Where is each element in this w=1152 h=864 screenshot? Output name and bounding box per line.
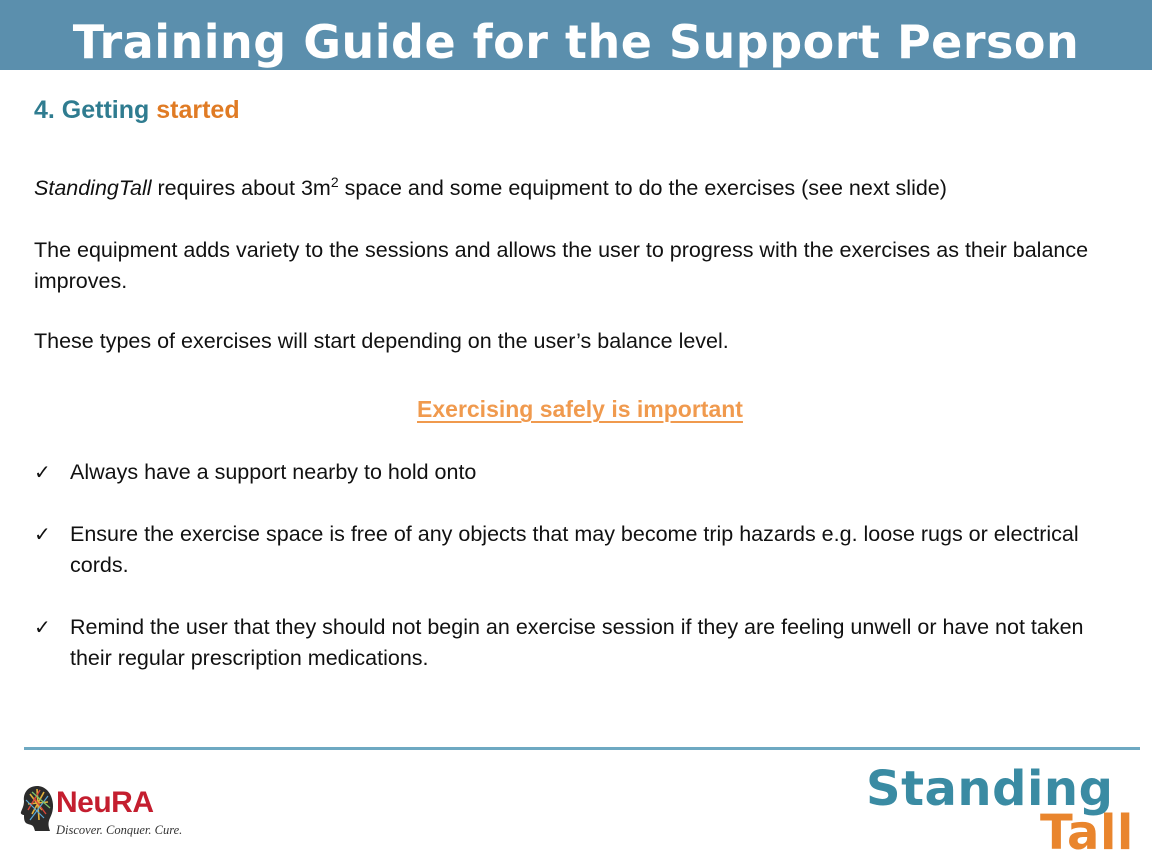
safety-heading-text: Exercising safely is important bbox=[417, 396, 743, 422]
section-heading-highlight: started bbox=[156, 96, 240, 124]
checklist-item bbox=[34, 519, 1124, 581]
standing-tall-logo bbox=[860, 760, 1145, 860]
paragraph-equipment: The equipment adds variety to the sessions and allows the user to progress with the exercises as their balance improves. bbox=[34, 238, 1089, 293]
neura-logo bbox=[20, 780, 220, 844]
slide-title: Training Guide for the Support Person bbox=[72, 15, 1080, 69]
neura-name: NeuRA bbox=[56, 786, 154, 819]
checklist-item-text: Ensure the exercise space is free of any objects that may become trip hazards e.g. loose rugs or electrical cords. bbox=[70, 522, 1079, 577]
check-mark-icon: ✓ bbox=[34, 522, 51, 546]
neura-head-icon bbox=[20, 784, 54, 832]
superscript: 2 bbox=[330, 174, 339, 190]
section-heading-prefix: 4. Getting bbox=[34, 96, 157, 124]
checklist-item-text: Remind the user that they should not begin an exercise session if they are feeling unwell or have not taken their regular prescription medications. bbox=[70, 615, 1084, 670]
check-mark-icon: ✓ bbox=[34, 460, 51, 484]
checklist-item bbox=[34, 457, 1124, 488]
paragraph-text: space and some equipment to do the exercises (see next slide) bbox=[338, 176, 947, 200]
program-name: StandingTall bbox=[34, 176, 152, 200]
paragraph-text: requires about 3m bbox=[151, 176, 331, 200]
paragraph-exercise-types: These types of exercises will start depending on the user’s balance level. bbox=[34, 329, 729, 353]
standing-tall-word-tall: Tall bbox=[1040, 805, 1134, 861]
section-heading bbox=[34, 94, 240, 126]
standing-tall-word-standing: Standing bbox=[866, 761, 1114, 817]
safety-heading bbox=[0, 393, 1152, 425]
footer-divider bbox=[24, 747, 1140, 750]
safety-checklist bbox=[34, 457, 1124, 705]
check-mark-icon: ✓ bbox=[34, 615, 51, 639]
checklist-item bbox=[34, 612, 1124, 674]
neura-tagline: Discover. Conquer. Cure. bbox=[56, 823, 183, 837]
checklist-item-text: Always have a support nearby to hold onto bbox=[70, 460, 477, 484]
paragraph-space-requirement bbox=[34, 173, 1114, 204]
